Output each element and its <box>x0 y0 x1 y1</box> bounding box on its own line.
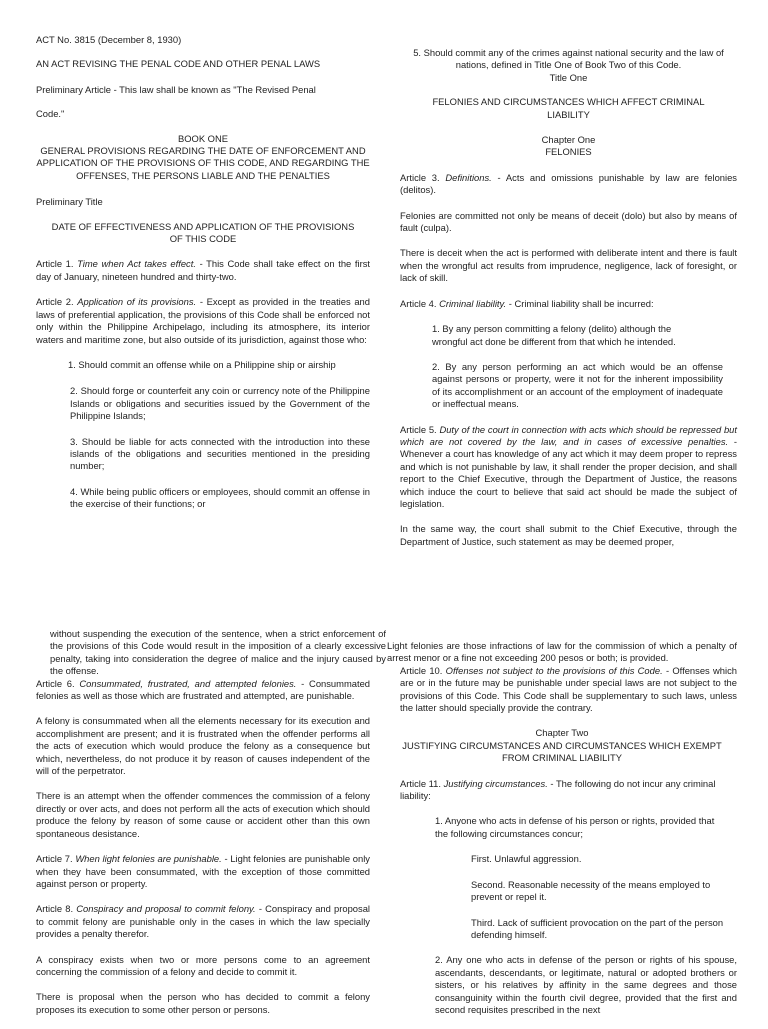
article-2-heading: Application of its provisions. <box>77 296 197 308</box>
article-4-label: Article 4. <box>400 297 440 309</box>
article-5-paragraph-2: In the same way, the court shall submit to the Chief Executive, through the Department of Justice, such statement as may be deemed proper, <box>400 523 737 547</box>
article-4-item-1: 1. By any person committing a felony (delito) although the wrongful act done be different from that which he intended. <box>432 323 676 347</box>
article-8-text: - Conspiracy and proposal to commit felony are punishable only in the cases in which the law specially provides a penalty therefor. <box>36 903 371 940</box>
article-5-continuation: without suspending the execution of the sentence, when a strict enforcement of the provisions of this Code would result in the imposition of a clearly excessive penalty, taking into consideration the degree of malice and the injury caused by the offense. <box>50 628 386 677</box>
article-7-text: - Light felonies are punishable only when they have been consummated, with the exception of those committed against person or property. <box>36 853 370 889</box>
page1-right-column <box>400 47 737 561</box>
article-4-text: - Criminal liability shall be incurred: <box>506 297 654 309</box>
date-effectiveness-heading: DATE OF EFFECTIVENESS AND APPLICATION OF THE PROVISIONS OF THIS CODE <box>51 220 355 245</box>
page1-left-column <box>36 34 370 524</box>
article-11-item-2: 2. Any one who acts in defense of the person or rights of his spouse, ascendants, descendants, or legitimate, natural or adopted brothers or sisters, or his relatives by affinity in the same degrees and those consanguinity within the fourth civil degree, provided that the first and second requisites prescribed in the next <box>435 954 737 1015</box>
article-6 <box>36 678 370 703</box>
article-1 <box>36 258 370 283</box>
title-one-heading: Title One <box>549 71 588 83</box>
chapter-one-heading: Chapter One <box>541 134 596 146</box>
article-7-heading: When light felonies are punishable. <box>75 853 222 865</box>
article-3 <box>400 172 737 197</box>
article-3-paragraph-2: Felonies are committed not only be means of deceit (dolo) but also by means of fault (culpa). <box>400 209 737 234</box>
article-6-text: - Consummated felonies as well as those which are frustrated and attempted, are punishable. <box>36 677 371 702</box>
article-11-heading: Justifying circumstances. <box>443 777 548 789</box>
preliminary-article-line2: Code." <box>36 108 65 120</box>
article-1-text: - This Code shall take effect on the first day of January, nineteen hundred and thirty-two. <box>36 258 370 282</box>
article-8-paragraph-3: There is proposal when the person who has decided to commit a felony proposes its execution to some other person or persons. <box>36 991 370 1015</box>
book-one-subtitle: GENERAL PROVISIONS REGARDING THE DATE OF ENFORCEMENT AND APPLICATION OF THE PROVISIONS OF THIS CODE, AND REGARDING THE OFFENSES, THE PERSONS LIABLE AND THE PENALTIES <box>36 145 370 181</box>
article-11-first-requisite: First. Unlawful aggression. <box>471 853 582 865</box>
article-11-item-1: 1. Anyone who acts in defense of his person or rights, provided that the following circumstances concur; <box>435 815 715 839</box>
article-3-label: Article 3. <box>400 171 446 183</box>
article-2-item-3: 3. Should be liable for acts connected with the introduction into these islands of the obligations and securities mentioned in the presiding number; <box>70 435 370 472</box>
article-5-heading: Duty of the court in connection with acts which should be repressed but which are not covered by the law, and in cases of excessive penalties. <box>400 423 738 447</box>
article-11-text: - The following do not incur any criminal liability: <box>400 777 716 802</box>
article-9-continuation: Light felonies are those infractions of law for the commission of which a penalty of arrest menor or a fine not exceeding 200 pesos or both; is provided. <box>387 640 737 664</box>
article-11-third-requisite: Third. Lack of sufficient provocation on the part of the person defending himself. <box>471 916 724 940</box>
article-10-label: Article 10. <box>400 664 446 676</box>
act-number: ACT No. 3815 (December 8, 1930) <box>36 34 182 45</box>
article-8-paragraph-2: A conspiracy exists when two or more persons come to an agreement concerning the commission of a felony and decide to commit it. <box>36 953 370 977</box>
chapter-two-heading: Chapter Two <box>535 727 589 739</box>
article-6-label: Article 6. <box>36 677 80 689</box>
article-4 <box>400 298 737 310</box>
document-page-2 <box>0 620 768 1024</box>
article-8 <box>36 903 370 940</box>
article-7-label: Article 7. <box>36 853 76 865</box>
article-2-item-5: 5. Should commit any of the crimes against national security and the law of nations, defined in Title One of Book Two of this Code. <box>413 47 724 71</box>
article-11 <box>400 778 717 803</box>
article-6-paragraph-3: There is an attempt when the offender commences the commission of a felony directly or over acts, and does not perform all the acts of execution which should produce the felony by reason of some cause or accident other than this own spontaneous desistance. <box>36 790 370 839</box>
article-7 <box>36 853 370 890</box>
article-2 <box>36 296 370 346</box>
article-5-text: - Whenever a court has knowledge of any act which it may deem proper to repress and which is not punishable by law, it shall render the proper decision, and shall report to the Chief Executive, through the Department of Justice, the reasons which induce the court to believe that said act should be made the subject of legislation. <box>400 435 737 509</box>
act-title: AN ACT REVISING THE PENAL CODE AND OTHER PENAL LAWS <box>36 58 321 70</box>
article-10-text: - Offenses which are or in the future may be punishable under special laws are not subject to the provisions of this Code. This Code shall be supplementary to such laws, unless the latter should specially provide the contrary. <box>400 664 737 714</box>
article-4-heading: Criminal liability. <box>439 297 507 309</box>
page2-right-column <box>387 640 737 1029</box>
article-5-label: Article 5. <box>400 423 440 435</box>
article-3-paragraph-3: There is deceit when the act is performed with deliberate intent and there is fault when the wrongful act results from imprudence, negligence, lack of foresight, or lack of skill. <box>400 247 737 284</box>
article-10 <box>400 665 737 715</box>
felonies-heading: FELONIES <box>545 146 592 158</box>
felonies-liability-heading: FELONIES AND CIRCUMSTANCES WHICH AFFECT CRIMINAL LIABILITY <box>432 96 705 120</box>
article-4-item-2: 2. By any person performing an act which would be an offense against persons or property, were it not for the inherent impossibility of its accomplishment or an account of the employment of inadequate or ineffectual means. <box>432 360 723 410</box>
article-1-heading: Time when Act takes effect. <box>77 258 196 270</box>
article-10-heading: Offenses not subject to the provisions of this Code. <box>445 664 663 676</box>
article-2-item-1: 1. Should commit an offense while on a Philippine ship or airship <box>68 358 336 370</box>
article-6-heading: Consummated, frustrated, and attempted felonies. <box>79 677 297 689</box>
article-2-item-2: 2. Should forge or counterfeit any coin or currency note of the Philippine Islands or obligations and securities issued by the Government of the Philippine Islands; <box>70 385 370 422</box>
article-6-paragraph-2: A felony is consummated when all the elements necessary for its execution and accomplishment are present; and it is frustrated when the offender performs all the acts of execution which would produce the felony as a consequence but which, nevertheless, do not produce it by reason of causes independent of the will of the perpetrator. <box>36 715 370 777</box>
article-2-text: - Except as provided in the treaties and laws of preferential application, the provisions of this Code shall be enforced not only within the Philippine Archipelago, including its atmosphere, its interior waters and maritime zone, but also outside of its jurisdiction, against those who: <box>36 296 370 345</box>
preliminary-article-line1: Preliminary Article - This law shall be known as "The Revised Penal <box>36 83 316 95</box>
article-5 <box>400 424 737 511</box>
article-2-item-4: 4. While being public officers or employees, should commit an offense in the exercise of their functions; or <box>70 485 370 510</box>
book-one-heading: BOOK ONE <box>177 132 228 144</box>
article-8-label: Article 8. <box>36 903 77 915</box>
page2-left-column <box>36 628 386 1029</box>
justifying-circumstances-heading: JUSTIFYING CIRCUMSTANCES AND CIRCUMSTANCES WHICH EXEMPT FROM CRIMINAL LIABILITY <box>402 739 722 764</box>
article-3-text: - Acts and omissions punishable by law are felonies (delitos). <box>400 171 737 196</box>
preliminary-title: Preliminary Title <box>36 196 103 208</box>
article-2-label: Article 2. <box>36 296 78 308</box>
article-11-label: Article 11. <box>400 777 444 789</box>
article-8-heading: Conspiracy and proposal to commit felony. <box>76 903 256 915</box>
article-11-second-requisite: Second. Reasonable necessity of the means employed to prevent or repel it. <box>471 878 711 903</box>
article-3-heading: Definitions. <box>445 171 492 183</box>
article-1-label: Article 1. <box>36 258 78 270</box>
